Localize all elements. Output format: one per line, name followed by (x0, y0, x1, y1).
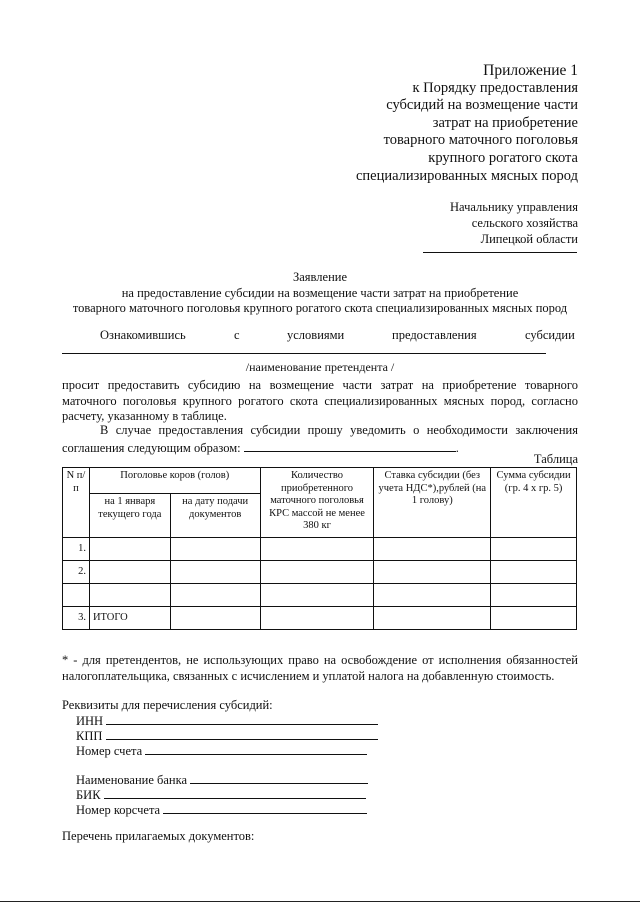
bik-field[interactable] (104, 787, 366, 799)
header-livestock: Поголовье коров (голов) (89, 468, 260, 494)
requisites-heading: Реквизиты для перечисления субсидий: (62, 698, 273, 712)
appendix-block (356, 62, 578, 185)
table-cell[interactable] (260, 538, 374, 561)
table-cell[interactable] (374, 584, 491, 607)
table-cell[interactable] (374, 561, 491, 584)
table-row (63, 561, 577, 584)
inn-row (76, 713, 378, 729)
bik-row (76, 787, 366, 803)
kpp-field[interactable] (106, 728, 378, 740)
intro-word: условиями (287, 328, 345, 342)
header-submit: на дату подачи документов (170, 494, 260, 538)
table-cell[interactable] (260, 607, 374, 630)
table-cell[interactable] (89, 538, 170, 561)
account-row (76, 743, 367, 759)
corr-label: Номер корсчета (76, 803, 161, 817)
notification-method-field[interactable] (244, 439, 456, 452)
appendix-line: товарного маточного поголовья (383, 132, 578, 149)
vat-footnote: * - для претендентов, не использующих право на освобождение от исполнения обязанностей налогоплательщика, связанных с исчислением и уплатой налога на добавленную стоимость. (62, 653, 578, 683)
table-cell[interactable] (170, 561, 260, 584)
table-row (63, 584, 577, 607)
account-field[interactable] (145, 743, 367, 755)
appendix-line: затрат на приобретение (432, 114, 578, 131)
bank-field[interactable] (190, 772, 368, 784)
corr-field[interactable] (163, 802, 367, 814)
request-paragraph: просит предоставить субсидию на возмещение части затрат на приобретение товарного маточного поголовья крупного рогатого скота специализированных мясных пород, согласно расчету, указанному в таблице. (62, 378, 578, 423)
kpp-row (76, 728, 378, 744)
addressee-line: Липецкой области (480, 232, 578, 246)
header-qty: Количество приобретенного маточного поголовья КРС массой не менее 380 кг (260, 468, 374, 538)
subsidy-table (62, 467, 577, 630)
applicant-name-field[interactable] (62, 353, 546, 354)
appendix-line: крупного рогатого скота (428, 149, 578, 166)
table-cell[interactable] (89, 584, 170, 607)
title-line-1: на предоставление субсидии на возмещение части затрат на приобретение (121, 285, 519, 300)
header-sum: Сумма субсидии (гр. 4 х гр. 5) (491, 468, 577, 538)
table-cell[interactable] (374, 538, 491, 561)
appendix-line: Приложение 1 (483, 62, 578, 79)
inn-field[interactable] (106, 713, 378, 725)
title-heading: Заявление (292, 270, 347, 284)
notification-text: В случае предоставления субсидии прошу уведомить о необходимости заключения соглашения следующим образом: (62, 423, 578, 455)
table-cell[interactable] (491, 584, 577, 607)
appendix-line: специализированных мясных пород (355, 167, 578, 184)
inn-label: ИНН (76, 714, 104, 728)
account-label: Номер счета (76, 744, 143, 758)
table-row-total (63, 607, 577, 630)
table-row (63, 538, 577, 561)
appendix-line: субсидий на возмещение части (386, 97, 578, 114)
title-line-2: товарного маточного поголовья крупного рогатого скота специализированных мясных пород (72, 301, 568, 315)
bik-label: БИК (76, 788, 101, 802)
addressee-line: Начальнику управления (450, 200, 578, 214)
addressee-block (450, 199, 578, 247)
row-number (63, 584, 90, 607)
row-number: 2. (63, 561, 90, 584)
appendix-line: к Порядку предоставления (412, 79, 578, 96)
row-number: 1. (63, 538, 90, 561)
table-cell[interactable] (491, 538, 577, 561)
addressee-line: сельского хозяйства (471, 216, 578, 230)
table-cell[interactable] (491, 561, 577, 584)
table-cell[interactable] (374, 607, 491, 630)
table-cell[interactable] (260, 584, 374, 607)
header-num: N п/п (63, 468, 90, 538)
intro-word: субсидии (525, 328, 575, 342)
header-rate: Ставка субсидии (без учета НДС*),рублей (на 1 голову) (374, 468, 491, 538)
kpp-label: КПП (76, 729, 103, 743)
documents-heading: Перечень прилагаемых документов: (62, 829, 255, 843)
header-jan1: на 1 января текущего года (89, 494, 170, 538)
corr-row (76, 802, 367, 818)
intro-word: предоставления (392, 328, 477, 342)
table-cell[interactable] (89, 561, 170, 584)
table-cell[interactable] (170, 607, 260, 630)
page-edge (0, 901, 640, 902)
table-cell[interactable] (260, 561, 374, 584)
applicant-name-caption: /наименование претендента / (245, 360, 395, 374)
bank-label: Наименование банка (76, 773, 188, 787)
bank-row (76, 772, 368, 788)
document-title (60, 270, 580, 317)
row-number: 3. (63, 607, 90, 630)
table-cell[interactable] (170, 584, 260, 607)
intro-word: Ознакомившись (100, 328, 186, 342)
intro-word: с (234, 328, 240, 342)
table-label: Таблица (533, 452, 578, 466)
table-cell[interactable] (170, 538, 260, 561)
notification-end: . (455, 440, 459, 455)
addressee-signature-line[interactable] (423, 252, 577, 253)
table-cell[interactable] (491, 607, 577, 630)
notification-paragraph (62, 423, 578, 456)
total-label: ИТОГО (89, 607, 170, 630)
